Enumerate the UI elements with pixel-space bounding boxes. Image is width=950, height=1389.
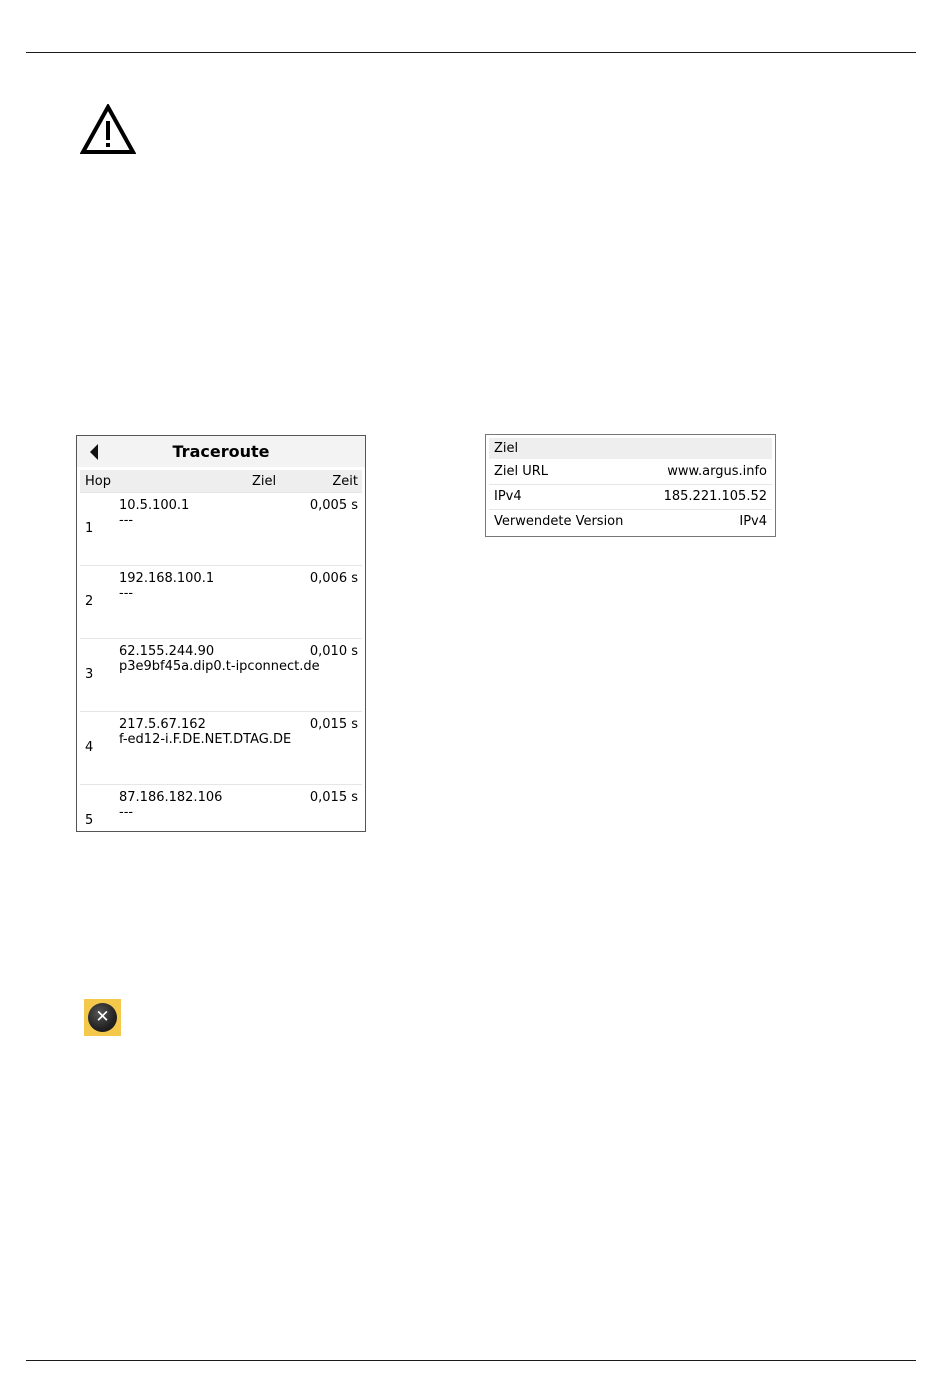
- ipv4-label: IPv4: [494, 489, 522, 504]
- close-button[interactable]: [84, 999, 121, 1036]
- hop-number: 3: [85, 667, 94, 682]
- ziel-url-value: www.argus.info: [667, 464, 767, 479]
- hop-ip: 62.155.244.90: [119, 644, 215, 659]
- hop-ip: 217.5.67.162: [119, 717, 206, 732]
- warning-triangle-icon: [80, 104, 136, 156]
- ziel-header-label: Ziel: [494, 441, 519, 456]
- ziel-panel: [485, 434, 776, 537]
- table-row[interactable]: [80, 711, 362, 785]
- hop-host: ---: [119, 513, 134, 528]
- hop-host: f-ed12-i.F.DE.NET.DTAG.DE: [119, 732, 292, 747]
- hop-host: ---: [119, 586, 134, 601]
- ziel-header: [489, 438, 772, 459]
- title-bar: [77, 436, 365, 467]
- hop-time: 0,015 s: [309, 790, 358, 805]
- table-row[interactable]: [80, 492, 362, 566]
- hop-ip: 10.5.100.1: [119, 498, 190, 513]
- hop-ip: 192.168.100.1: [119, 571, 215, 586]
- version-value: IPv4: [739, 514, 767, 529]
- column-ziel: Ziel: [252, 474, 277, 489]
- top-rule: [26, 52, 916, 53]
- hop-time: 0,006 s: [309, 571, 358, 586]
- hop-number: 4: [85, 740, 94, 755]
- hop-time: 0,015 s: [309, 717, 358, 732]
- close-icon: ✕: [88, 1003, 117, 1032]
- hop-ip: 87.186.182.106: [119, 790, 223, 805]
- hop-time: 0,010 s: [309, 644, 358, 659]
- column-hop: Hop: [85, 474, 111, 489]
- ziel-url-label: Ziel URL: [494, 464, 549, 479]
- hop-host: p3e9bf45a.dip0.t-ipconnect.de: [119, 659, 320, 674]
- hop-host: ---: [119, 805, 134, 820]
- ziel-row-ipv4: [489, 485, 772, 510]
- hop-number: 5: [85, 813, 94, 828]
- hop-time: 0,005 s: [309, 498, 358, 513]
- column-zeit: Zeit: [332, 474, 358, 489]
- version-label: Verwendete Version: [494, 514, 624, 529]
- bottom-rule: [26, 1360, 916, 1361]
- table-row[interactable]: [80, 565, 362, 639]
- ziel-row-version: [489, 510, 772, 534]
- column-header: [80, 470, 362, 492]
- page-title: Traceroute: [172, 442, 270, 461]
- table-row[interactable]: [80, 638, 362, 712]
- ziel-row-url: [489, 460, 772, 485]
- table-row[interactable]: [80, 784, 362, 832]
- traceroute-screen: [76, 435, 366, 832]
- ipv4-value: 185.221.105.52: [663, 489, 767, 504]
- hop-number: 1: [85, 521, 94, 536]
- hop-number: 2: [85, 594, 94, 609]
